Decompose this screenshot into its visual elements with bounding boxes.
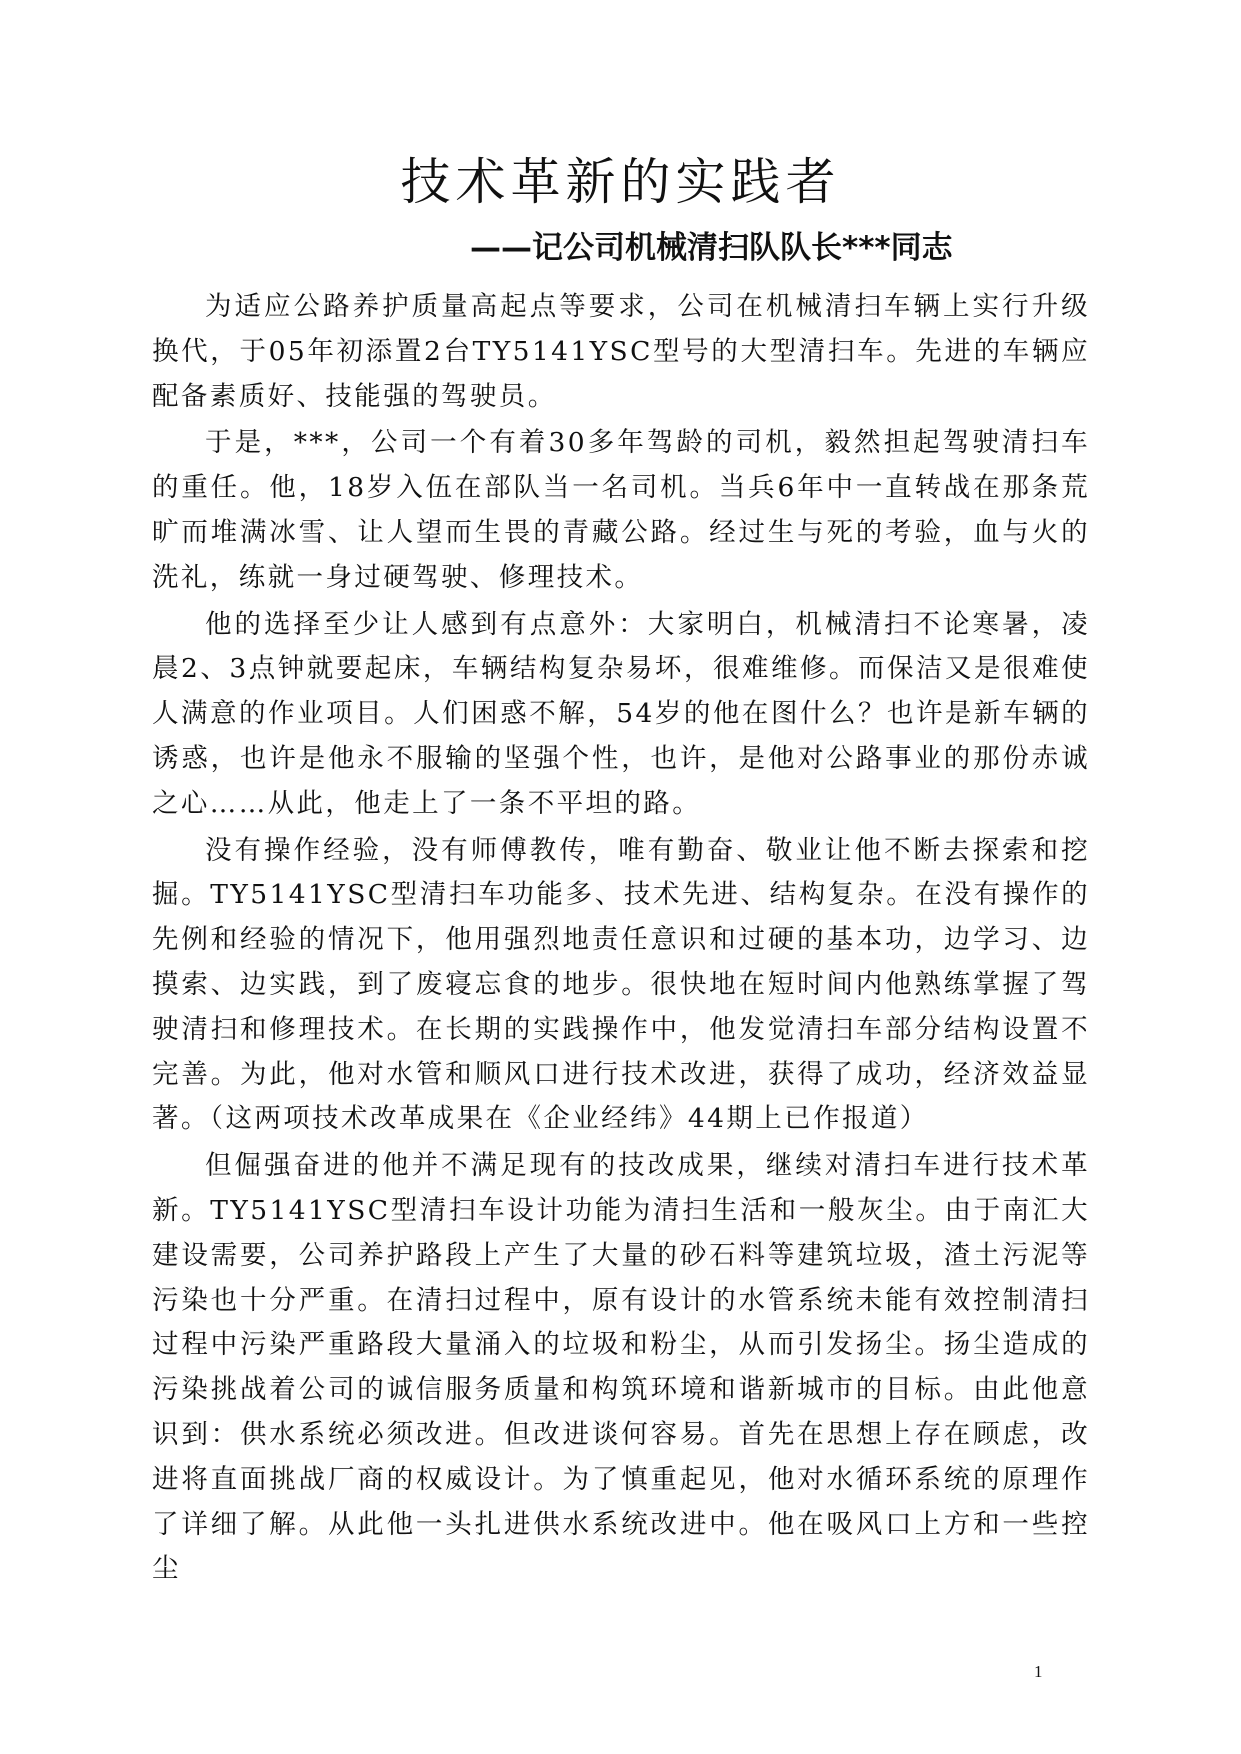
paragraph: 为适应公路养护质量高起点等要求，公司在机械清扫车辆上实行升级换代，于05年初添置2台TY5141YSC型号的大型清扫车。先进的车辆应配备素质好、技能强的驾驶员。 <box>152 291 1090 412</box>
document-subtitle: ——记公司机械清扫队队长***同志 <box>470 230 953 266</box>
page-number: 1 <box>1034 1662 1043 1681</box>
paragraph: 于是，***，公司一个有着30多年驾龄的司机，毅然担起驾驶清扫车的重任。他，18岁入伍在部队当一名司机。当兵6年中一直转战在那条荒旷而堆满冰雪、让人望而生畏的青藏公路。经过生与死的考验，血与火的洗礼，练就一身过硬驾驶、修理技术。 <box>152 427 1090 593</box>
paragraph: 他的选择至少让人感到有点意外：大家明白，机械清扫不论寒暑，凌晨2、3点钟就要起床，车辆结构复杂易坏，很难维修。而保洁又是很难使人满意的作业项目。人们困惑不解，54岁的他在图什么？也许是新车辆的诱惑，也许是他永不服输的坚强个性，也许，是他对公路事业的那份赤诚之心……从此，他走上了一条不平坦的路。 <box>152 608 1090 819</box>
document-title: 技术革新的实践者 <box>400 153 841 211</box>
paragraph: 但倔强奋进的他并不满足现有的技改成果，继续对清扫车进行技术革新。TY5141YSC型清扫车设计功能为清扫生活和一般灰尘。由于南汇大建设需要，公司养护路段上产生了大量的砂石料等建筑垃圾，渣土污泥等污染也十分严重。在清扫过程中，原有设计的水管系统未能有效控制清扫过程中污染严重路段大量涌入的垃圾和粉尘，从而引发扬尘。扬尘造成的污染挑战着公司的诚信服务质量和构筑环境和谐新城市的目标。由此他意识到：供水系统必须改进。但改进谈何容易。首先在思想上存在顾虑，改进将直面挑战厂商的权威设计。为了慎重起见，他对水循环系统的原理作了详细了解。从此他一头扎进供水系统改进中。他在吸风口上方和一些控尘 <box>152 1150 1090 1585</box>
paragraph: 没有操作经验，没有师傅教传，唯有勤奋、敬业让他不断去探索和挖掘。TY5141YSC型清扫车功能多、技术先进、结构复杂。在没有操作的先例和经验的情况下，他用强烈地责任意识和过硬的基本功，边学习、边摸索、边实践，到了废寝忘食的地步。很快地在短时间内他熟练掌握了驾驶清扫和修理技术。在长期的实践操作中，他发觉清扫车部分结构设置不完善。为此，他对水管和顺风口进行技术改进，获得了成功，经济效益显著。（这两项技术改革成果在《企业经纬》44期上已作报道） <box>152 834 1090 1135</box>
document-body <box>152 285 1090 1594</box>
